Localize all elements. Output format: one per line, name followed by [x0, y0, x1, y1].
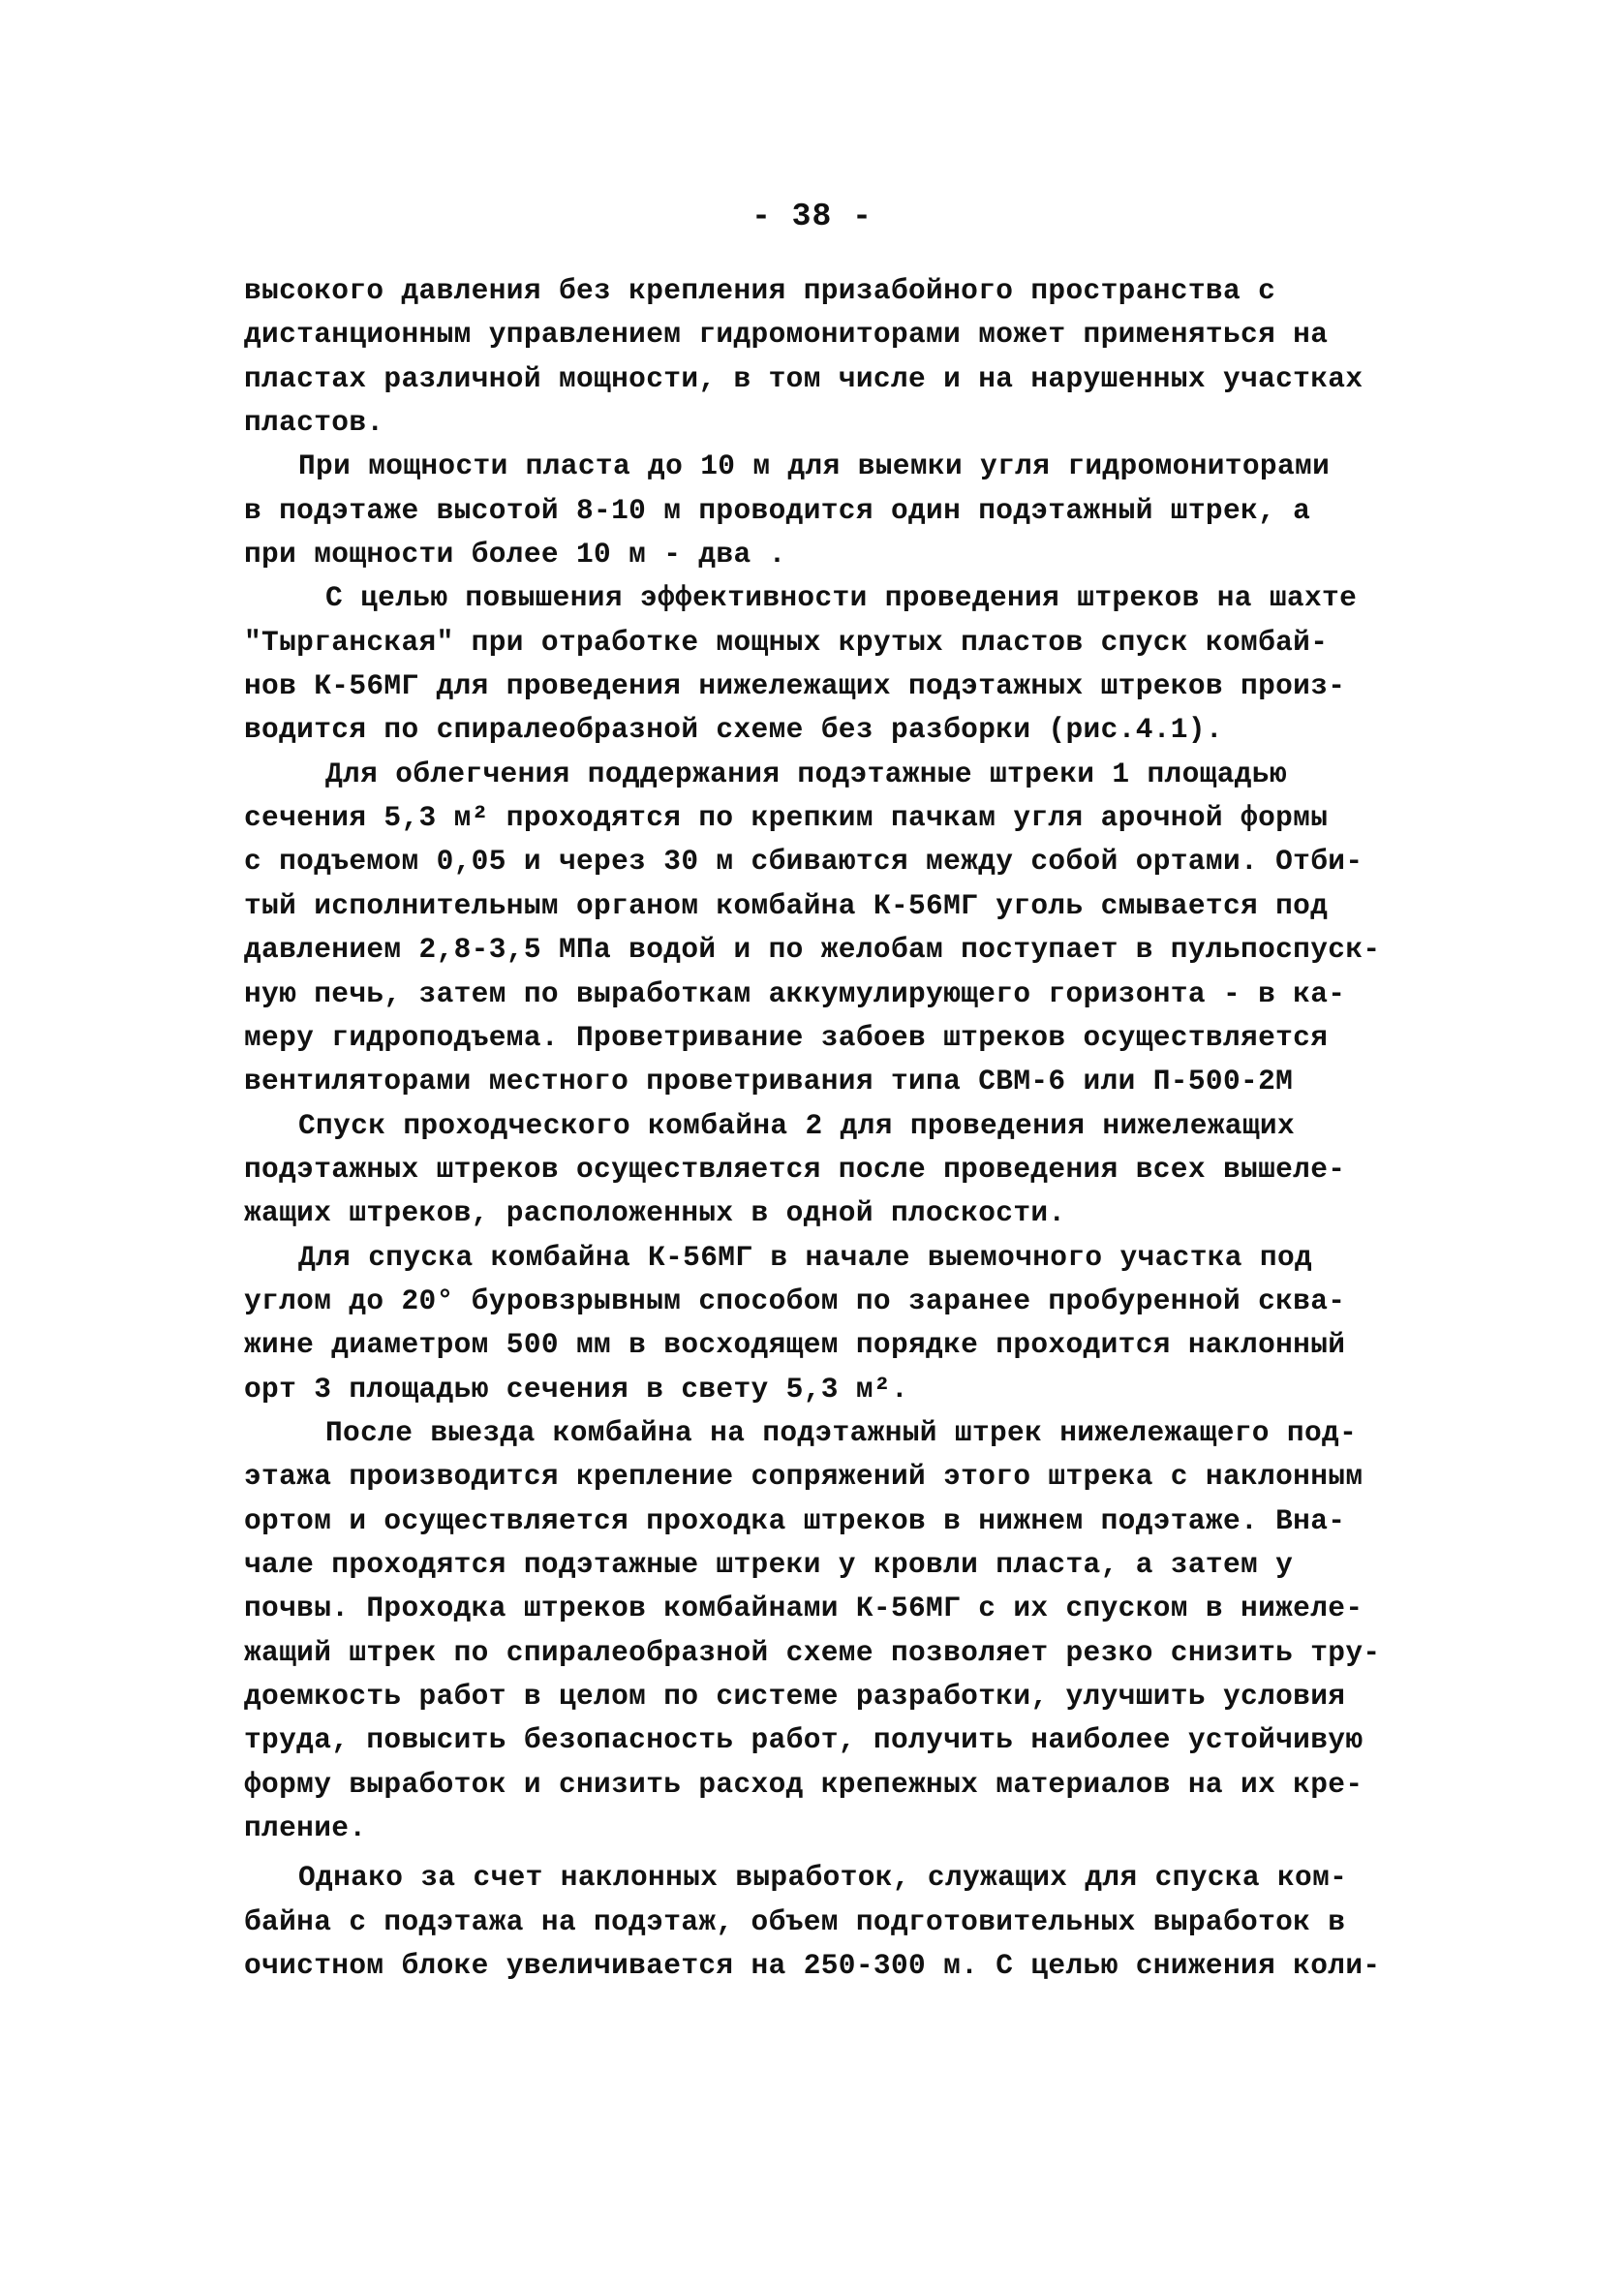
text-line: вентиляторами местного проветривания типа СВМ-6 или П-500-2М	[244, 1065, 1294, 1098]
text-line: байна с подэтажа на подэтаж, объем подготовительных выработок в	[244, 1904, 1346, 1938]
text-line: ортом и осуществляется проходка штреков в нижнем подэтаже. Вна-	[244, 1503, 1346, 1537]
text-line: почвы. Проходка штреков комбайнами К-56МГ с их спуском в нижеле-	[244, 1592, 1364, 1625]
text-line: орт 3 площадью сечения в свету 5,3 м².	[244, 1372, 909, 1406]
text-line: нов К-56МГ для проведения нижележащих подэтажных штреков произ-	[244, 669, 1346, 703]
text-line: Для облегчения поддержания подэтажные штреки 1 площадью	[325, 757, 1287, 790]
text-line: дистанционным управлением гидромониторами может применяться на	[244, 318, 1329, 352]
text-line: тый исполнительным органом комбайна К-56МГ уголь смывается под	[244, 888, 1329, 922]
document-body	[244, 269, 1416, 1988]
text-line: жине диаметром 500 мм в восходящем порядке проходится наклонный	[244, 1328, 1346, 1362]
text-line: углом до 20° буровзрывным способом по заранее пробуренной сква-	[244, 1283, 1346, 1317]
text-line: с подъемом 0,05 и через 30 м сбиваются между собой ортами. Отби-	[244, 845, 1364, 879]
text-line: При мощности пласта до 10 м для выемки угля гидромониторами	[298, 449, 1331, 483]
text-line: давлением 2,8-3,5 МПа водой и по желобам поступает в пульпоспуск-	[244, 933, 1381, 967]
text-line: Для спуска комбайна К-56МГ в начале выемочного участка под	[298, 1240, 1313, 1274]
text-line: меру гидроподъема. Проветривание забоев штреков осуществляется	[244, 1020, 1329, 1054]
text-line: пластах различной мощности, в том числе и на нарушенных участках	[244, 361, 1364, 395]
text-line: чале проходятся подэтажные штреки у кровли пласта, а затем у	[244, 1547, 1294, 1581]
text-line: пление.	[244, 1811, 367, 1845]
text-line: труда, повысить безопасность работ, получить наиболее устойчивую	[244, 1723, 1364, 1757]
page-number: - 38 -	[751, 199, 873, 234]
text-line: водится по спиралеобразной схеме без разборки (рис.4.1).	[244, 713, 1223, 747]
text-line: Однако за счет наклонных выработок, служащих для спуска ком-	[298, 1861, 1348, 1895]
text-line: После выезда комбайна на подэтажный штрек нижележащего под-	[325, 1415, 1358, 1449]
text-line: "Тырганская" при отработке мощных крутых пластов спуск комбай-	[244, 625, 1329, 659]
text-line: С целью повышения эффективности проведения штреков на шахте	[325, 581, 1358, 615]
text-line: очистном блоке увеличивается на 250-300 м. С целью снижения коли-	[244, 1949, 1381, 1983]
text-line: Спуск проходческого комбайна 2 для проведения нижележащих	[298, 1108, 1296, 1142]
text-line: высокого давления без крепления призабойного пространства с	[244, 274, 1276, 307]
text-line: доемкость работ в целом по системе разработки, улучшить условия	[244, 1680, 1346, 1713]
text-line: этажа производится крепление сопряжений этого штрека с наклонным	[244, 1460, 1364, 1494]
text-line: пластов.	[244, 406, 384, 440]
text-line: в подэтаже высотой 8-10 м проводится один подэтажный штрек, а	[244, 493, 1311, 527]
text-line: при мощности более 10 м - два .	[244, 538, 786, 572]
text-line: подэтажных штреков осуществляется после проведения всех вышеле-	[244, 1152, 1346, 1186]
text-line: жащий штрек по спиралеобразной схеме позволяет резко снизить тру-	[244, 1635, 1381, 1669]
text-line: жащих штреков, расположенных в одной плоскости.	[244, 1196, 1066, 1230]
text-line: сечения 5,3 м² проходятся по крепким пачкам угля арочной формы	[244, 801, 1329, 835]
text-line: ную печь, затем по выработкам аккумулирующего горизонта - в ка-	[244, 976, 1346, 1010]
text-line: форму выработок и снизить расход крепежных материалов на их кре-	[244, 1767, 1364, 1801]
